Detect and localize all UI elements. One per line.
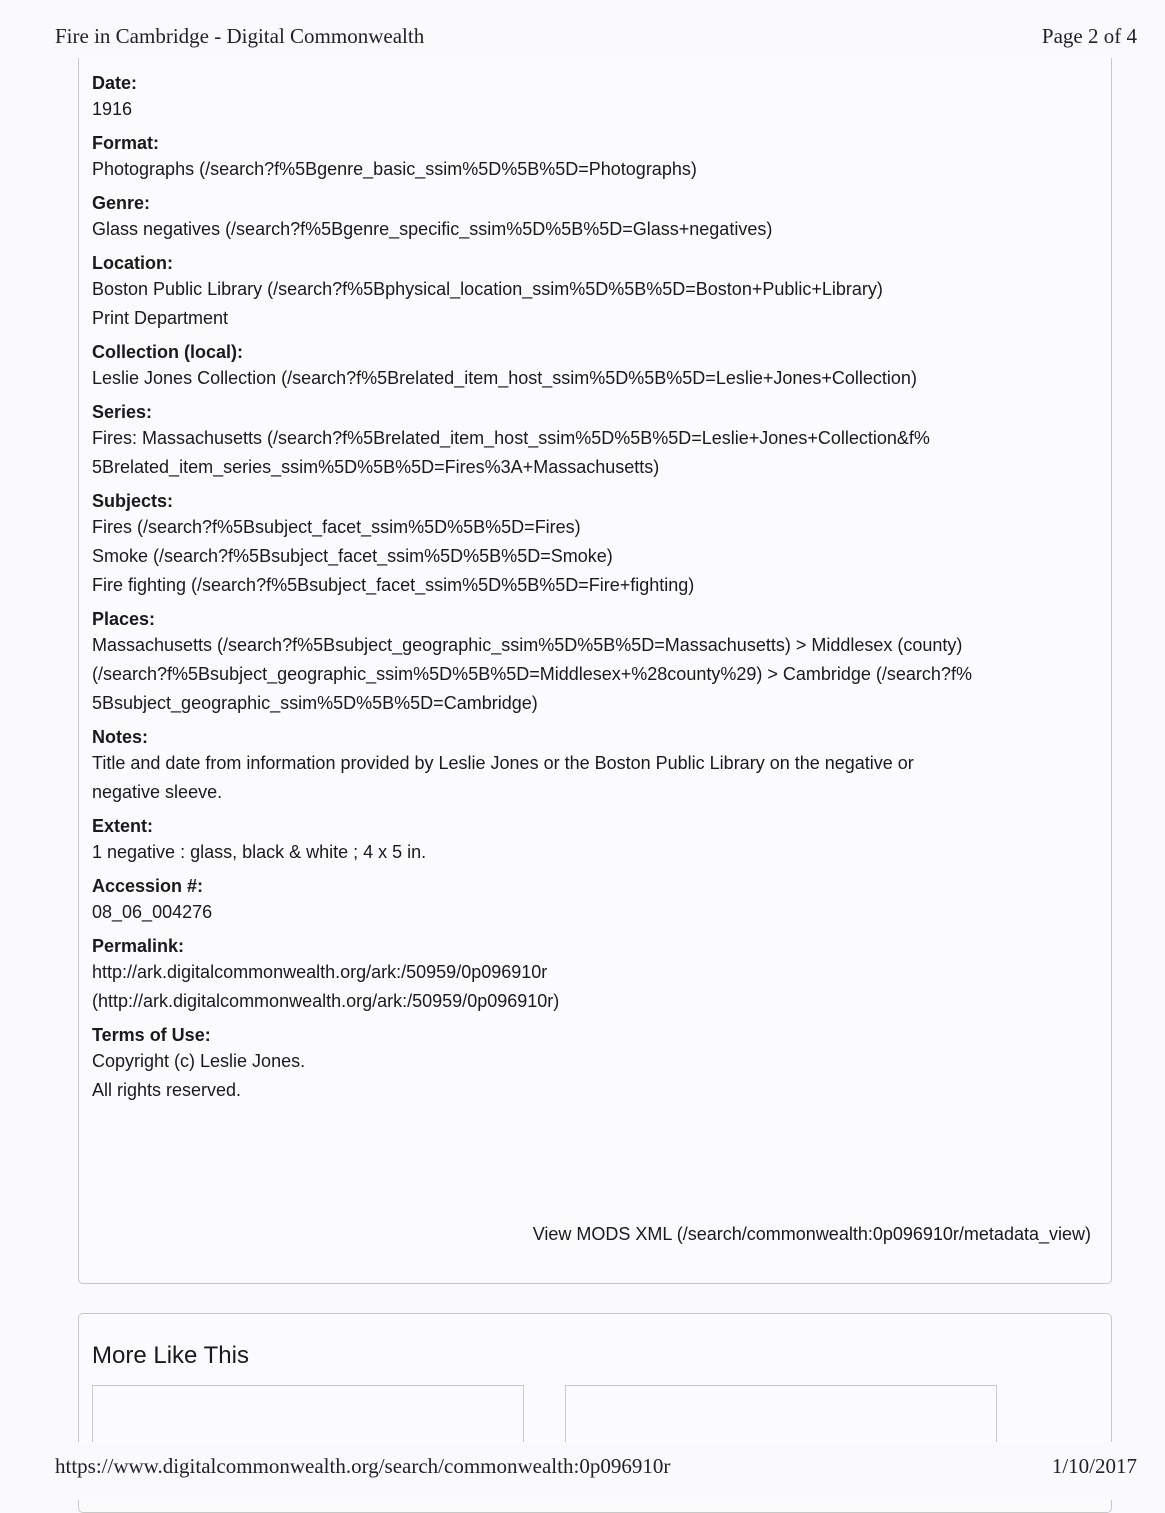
print-footer-date: 1/10/2017 xyxy=(1051,1454,1137,1478)
metadata-value-line[interactable]: Smoke (/search?f%5Bsubject_facet_ssim%5D%5B%5D=Smoke) xyxy=(92,546,613,566)
metadata-value-line[interactable]: Leslie Jones Collection (/search?f%5Brelated_item_host_ssim%5D%5B%5D=Leslie+Jones+Collection) xyxy=(92,368,917,388)
metadata-value xyxy=(92,153,1093,184)
metadata-label: Collection (local): xyxy=(92,342,244,362)
metadata-value-line: Print Department xyxy=(92,308,229,328)
metadata-value xyxy=(92,956,1093,1016)
metadata-label: Terms of Use: xyxy=(92,1025,211,1045)
metadata-value xyxy=(92,422,1093,482)
more-like-this-heading: More Like This xyxy=(92,1342,249,1369)
metadata-value xyxy=(92,747,1093,807)
metadata-value xyxy=(92,896,1093,927)
metadata-value-line[interactable]: (/search?f%5Bsubject_geographic_ssim%5D%5B%5D=Middlesex+%28county%29) > Cambridge (/search?f% xyxy=(92,664,972,684)
metadata-value-line[interactable]: Boston Public Library (/search?f%5Bphysical_location_ssim%5D%5B%5D=Boston+Public+Library) xyxy=(92,279,883,299)
metadata-value-line[interactable]: Fire fighting (/search?f%5Bsubject_facet_ssim%5D%5B%5D=Fire+fighting) xyxy=(92,575,695,595)
metadata-value xyxy=(92,836,1093,867)
metadata-value xyxy=(92,629,1093,718)
metadata-value-line: Copyright (c) Leslie Jones. xyxy=(92,1051,306,1071)
print-footer-url: https://www.digitalcommonwealth.org/search/commonwealth:0p096910r xyxy=(55,1454,671,1478)
metadata-value-line[interactable]: Fires: Massachusetts (/search?f%5Brelated_item_host_ssim%5D%5B%5D=Leslie+Jones+Collection&f% xyxy=(92,428,930,448)
metadata-value-line[interactable]: http://ark.digitalcommonwealth.org/ark:/50959/0p096910r xyxy=(92,962,548,982)
metadata-value-line[interactable]: Massachusetts (/search?f%5Bsubject_geographic_ssim%5D%5B%5D=Massachusetts) > Middlesex (county) xyxy=(92,635,963,655)
metadata-value xyxy=(92,362,1093,393)
metadata-value xyxy=(92,511,1093,600)
metadata-value-line[interactable]: (http://ark.digitalcommonwealth.org/ark:/50959/0p096910r) xyxy=(92,991,560,1011)
metadata-value-line: negative sleeve. xyxy=(92,782,223,802)
print-header xyxy=(55,24,1137,49)
metadata-value xyxy=(92,273,1093,333)
metadata-value xyxy=(92,93,1093,124)
metadata-value-line: 5Brelated_item_series_ssim%5D%5B%5D=Fires%3A+Massachusetts) xyxy=(92,457,660,477)
print-footer xyxy=(55,1454,1137,1479)
metadata-value-line: 1 negative : glass, black & white ; 4 x 5 in. xyxy=(92,842,427,862)
metadata-value-line: Title and date from information provided by Leslie Jones or the Boston Public Library on the negative or xyxy=(92,753,914,773)
metadata-label: Accession #: xyxy=(92,876,204,896)
metadata-value-line[interactable]: Glass negatives (/search?f%5Bgenre_specific_ssim%5D%5B%5D=Glass+negatives) xyxy=(92,219,773,239)
metadata-label: Series: xyxy=(92,402,153,422)
metadata-panel xyxy=(78,58,1112,1284)
metadata-value-line: 08_06_004276 xyxy=(92,902,213,922)
metadata-value xyxy=(92,213,1093,244)
metadata-value-line: 1916 xyxy=(92,99,133,119)
metadata-label: Subjects: xyxy=(92,491,174,511)
print-header-page: Page 2 of 4 xyxy=(1041,24,1137,48)
metadata-label: Location: xyxy=(92,253,173,273)
metadata-label: Format: xyxy=(92,133,159,153)
metadata-value-line: All rights reserved. xyxy=(92,1080,242,1100)
metadata-value xyxy=(92,1045,1093,1105)
metadata-list xyxy=(92,64,1093,1105)
metadata-value-line[interactable]: Fires (/search?f%5Bsubject_facet_ssim%5D%5B%5D=Fires) xyxy=(92,517,581,537)
metadata-value-line: 5Bsubject_geographic_ssim%5D%5B%5D=Cambridge) xyxy=(92,693,538,713)
print-header-title: Fire in Cambridge - Digital Commonwealth xyxy=(55,24,425,48)
view-mods-xml-link[interactable]: View MODS XML (/search/commonwealth:0p096910r/metadata_view) xyxy=(532,1224,1091,1244)
metadata-label: Date: xyxy=(92,73,138,93)
metadata-label: Notes: xyxy=(92,727,149,747)
metadata-label: Genre: xyxy=(92,193,151,213)
metadata-label: Places: xyxy=(92,609,156,629)
metadata-value-line[interactable]: Photographs (/search?f%5Bgenre_basic_ssim%5D%5B%5D=Photographs) xyxy=(92,159,697,179)
metadata-label: Extent: xyxy=(92,816,154,836)
metadata-label: Permalink: xyxy=(92,936,185,956)
